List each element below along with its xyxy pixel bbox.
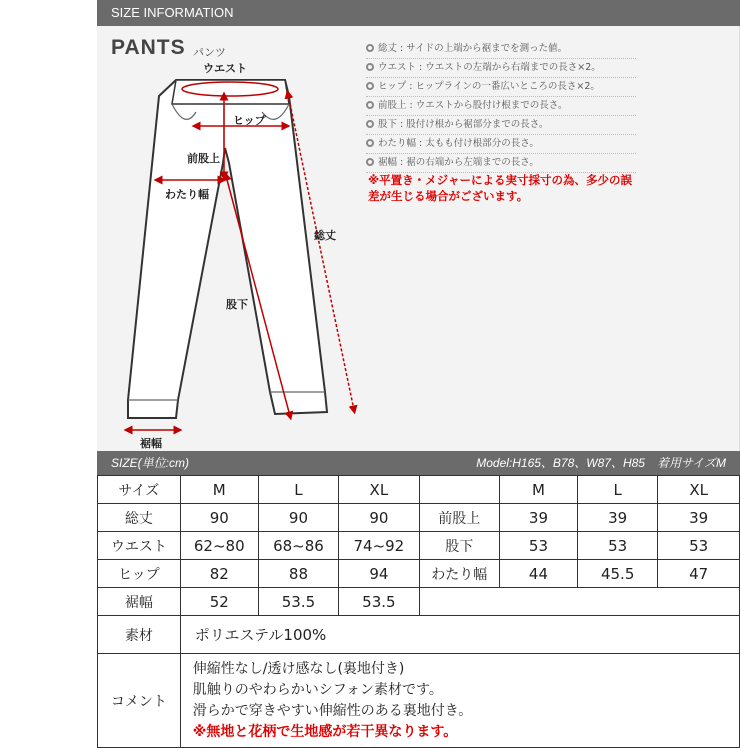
table-cell: 39: [658, 504, 740, 532]
note-item: 前股上 : ウエストから股付け根までの長さ。: [366, 97, 636, 116]
unit-label: SIZE(単位:cm): [111, 456, 189, 470]
row-label: ウエスト: [98, 532, 181, 560]
comment-row: [98, 654, 740, 748]
table-cell: 39: [499, 504, 577, 532]
note-item: わたり幅 : 太もも付け根部分の長さ。: [366, 135, 636, 154]
bullet-icon: [366, 82, 374, 90]
comment-line: 伸縮性なし/透け感なし(裏地付き): [192, 660, 405, 677]
header-title: SIZE INFORMATION: [111, 5, 234, 20]
material-label: 素材: [98, 616, 181, 654]
row-label: 総丈: [98, 504, 181, 532]
table-cell: 94: [339, 560, 419, 588]
table-cell: 44: [499, 560, 577, 588]
diagram-title: PANTS: [111, 36, 186, 59]
note-item: 裾幅 : 裾の右端から左端までの長さ。: [366, 154, 636, 173]
table-cell: 53: [499, 532, 577, 560]
bullet-icon: [366, 63, 374, 71]
size-l: L: [577, 476, 657, 504]
row-label: ヒップ: [98, 560, 181, 588]
table-cell: 53: [577, 532, 657, 560]
table-cell: 53: [658, 532, 740, 560]
measurement-warning: ※平置き・メジャーによる実寸採寸の為、多少の誤差が生じる場合がございます。: [368, 173, 632, 203]
table-row: [98, 504, 740, 532]
size-table: [97, 475, 740, 748]
size-bar: [97, 451, 740, 475]
label-thigh: わたり幅: [165, 188, 209, 201]
table-cell: 88: [258, 560, 338, 588]
label-hip: ヒップ: [233, 114, 266, 127]
bullet-icon: [366, 120, 374, 128]
table-cell: 90: [180, 504, 258, 532]
empty-cell: [419, 476, 499, 504]
empty-cell: [419, 588, 739, 616]
label-waist: ウエスト: [203, 62, 247, 75]
table-header-row: [98, 476, 740, 504]
material-value: ポリエステル100%: [180, 616, 739, 654]
row-label: 股下: [419, 532, 499, 560]
diagram-subtitle: パンツ: [193, 46, 226, 59]
bullet-icon: [366, 101, 374, 109]
size-xl: XL: [658, 476, 740, 504]
bullet-icon: [366, 139, 374, 147]
row-label: わたり幅: [419, 560, 499, 588]
pants-outline: [128, 80, 327, 418]
table-cell: 52: [180, 588, 258, 616]
table-cell: 53.5: [258, 588, 338, 616]
size-information-header: [97, 0, 740, 26]
table-cell: 74~92: [339, 532, 419, 560]
comment-value: [180, 654, 739, 748]
note-item: ウエスト : ウエストの左端から右端までの長さ×2。: [366, 59, 636, 78]
comment-line: 滑らかで穿きやすい伸縮性のある裏地付き。: [192, 702, 473, 719]
size-xl: XL: [339, 476, 419, 504]
material-row: [98, 616, 740, 654]
table-cell: 39: [577, 504, 657, 532]
note-item: 総丈 : サイドの上端から裾までを測った値。: [366, 40, 636, 59]
label-rise: 前股上: [187, 152, 220, 165]
bullet-icon: [366, 158, 374, 166]
label-hem: 裾幅: [140, 437, 162, 450]
table-cell: 90: [339, 504, 419, 532]
size-m: M: [180, 476, 258, 504]
comment-line: 肌触りのやわらかいシフォン素材です。: [192, 681, 443, 698]
label-inseam: 股下: [226, 298, 248, 311]
measurement-notes: [366, 40, 636, 173]
table-row: [98, 588, 740, 616]
table-cell: 90: [258, 504, 338, 532]
table-cell: 68~86: [258, 532, 338, 560]
table-cell: 53.5: [339, 588, 419, 616]
row-label: 裾幅: [98, 588, 181, 616]
note-item: ヒップ : ヒップラインの一番広いところの長さ×2。: [366, 78, 636, 97]
comment-note: ※無地と花柄で生地感が若干異なります。: [192, 723, 458, 740]
table-cell: 62~80: [180, 532, 258, 560]
row-label: 前股上: [419, 504, 499, 532]
table-cell: 45.5: [577, 560, 657, 588]
table-row: [98, 532, 740, 560]
size-header: サイズ: [98, 476, 181, 504]
size-m: M: [499, 476, 577, 504]
comment-label: コメント: [98, 654, 181, 748]
table-cell: 82: [180, 560, 258, 588]
table-row: [98, 560, 740, 588]
size-l: L: [258, 476, 338, 504]
table-cell: 47: [658, 560, 740, 588]
label-length: 総丈: [314, 229, 336, 242]
bullet-icon: [366, 44, 374, 52]
model-info: Model:H165、B78、W87、H85 着用サイズM: [476, 456, 726, 470]
note-item: 股下 : 股付け根から裾部分までの長さ。: [366, 116, 636, 135]
